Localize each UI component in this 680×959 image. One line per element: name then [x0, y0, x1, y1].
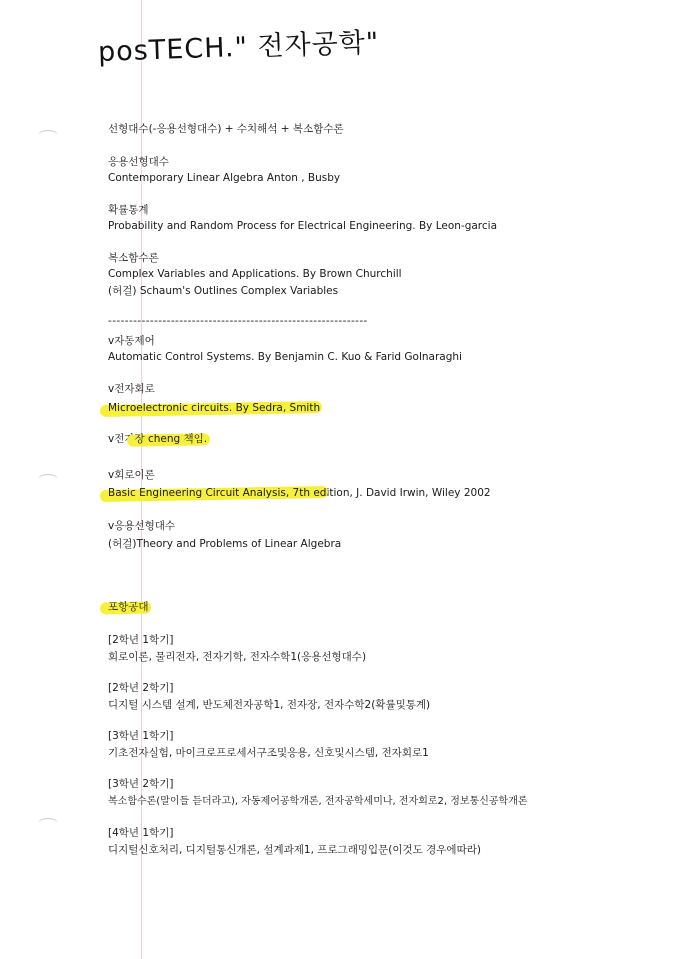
semester-label: [2학년 1학기] [108, 634, 174, 646]
highlighted-text: Microelectronic circuits. By Sedra, Smith [108, 402, 321, 414]
book-title: Contemporary Linear Algebra Anton , Busby [108, 172, 341, 184]
highlighted-text: 장 cheng 책임. [134, 433, 208, 445]
section-heading: v자동제어 [108, 335, 155, 347]
section-heading: v응용선형대수 [108, 520, 176, 532]
course-list: 기초전자실험, 마이크로프로세서구조및응용, 신호및시스템, 전자회로1 [108, 747, 429, 759]
section-heading: v전자회로 [108, 383, 155, 395]
edge-mark [38, 130, 58, 141]
section-heading: 복소함수론 [108, 252, 159, 264]
edge-mark [38, 818, 58, 829]
course-list: 디지털신호처리, 디지털통신개론, 설계과제1, 프로그래밍입문(이것도 경우에따라) [108, 844, 481, 856]
semester-label: [3학년 2학기] [108, 778, 174, 790]
section-heading [108, 432, 207, 446]
course-list: 디지털 시스템 설계, 반도체전자공학1, 전자장, 전자수학2(확률및통계) [108, 699, 431, 711]
section-heading: v회로이론 [108, 469, 155, 481]
highlighted-text: Basic Engineering Circuit Analysis, 7th ed [108, 487, 327, 499]
section-heading-highlighted [108, 600, 149, 614]
book-title: Complex Variables and Applications. By Brown Churchill [108, 268, 402, 280]
heading-text: v전자 [108, 433, 135, 445]
book-title-highlighted [108, 401, 320, 415]
book-title-rest: ition, J. David Irwin, Wiley 2002 [326, 487, 491, 499]
semester-label: [4학년 1학기] [108, 827, 174, 839]
semester-label: [3학년 1학기] [108, 730, 174, 742]
book-title-highlighted [108, 486, 491, 500]
course-summary: 선형대수(-응용선형대수) + 수치해석 + 복소함수론 [108, 123, 344, 135]
book-title: (허걸) Schaum's Outlines Complex Variables [108, 285, 339, 297]
course-list: 복소함수론(말이들 듣더라고), 자동제어공학개론, 전자공학세미나, 전자회로2, 정보통신공학개론 [108, 796, 528, 807]
edge-mark [38, 474, 58, 485]
course-list: 회로이론, 물리전자, 전자기학, 전자수학1(응용선형대수) [108, 651, 367, 663]
section-heading: 확률통계 [108, 204, 149, 216]
section-heading: 응용선형대수 [108, 156, 169, 168]
handwritten-title: posTECH." 전자공학" [97, 27, 380, 68]
book-title: Automatic Control Systems. By Benjamin C. Kuo & Farid Golnaraghi [108, 351, 462, 363]
book-title: (허걸)Theory and Problems of Linear Algebra [108, 538, 342, 550]
divider: -------------------------------------------------------------- [108, 315, 368, 327]
book-title: Probability and Random Process for Electrical Engineering. By Leon-garcia [108, 220, 498, 232]
semester-label: [2학년 2학기] [108, 682, 174, 694]
highlighted-text: 포항공대 [108, 601, 149, 613]
